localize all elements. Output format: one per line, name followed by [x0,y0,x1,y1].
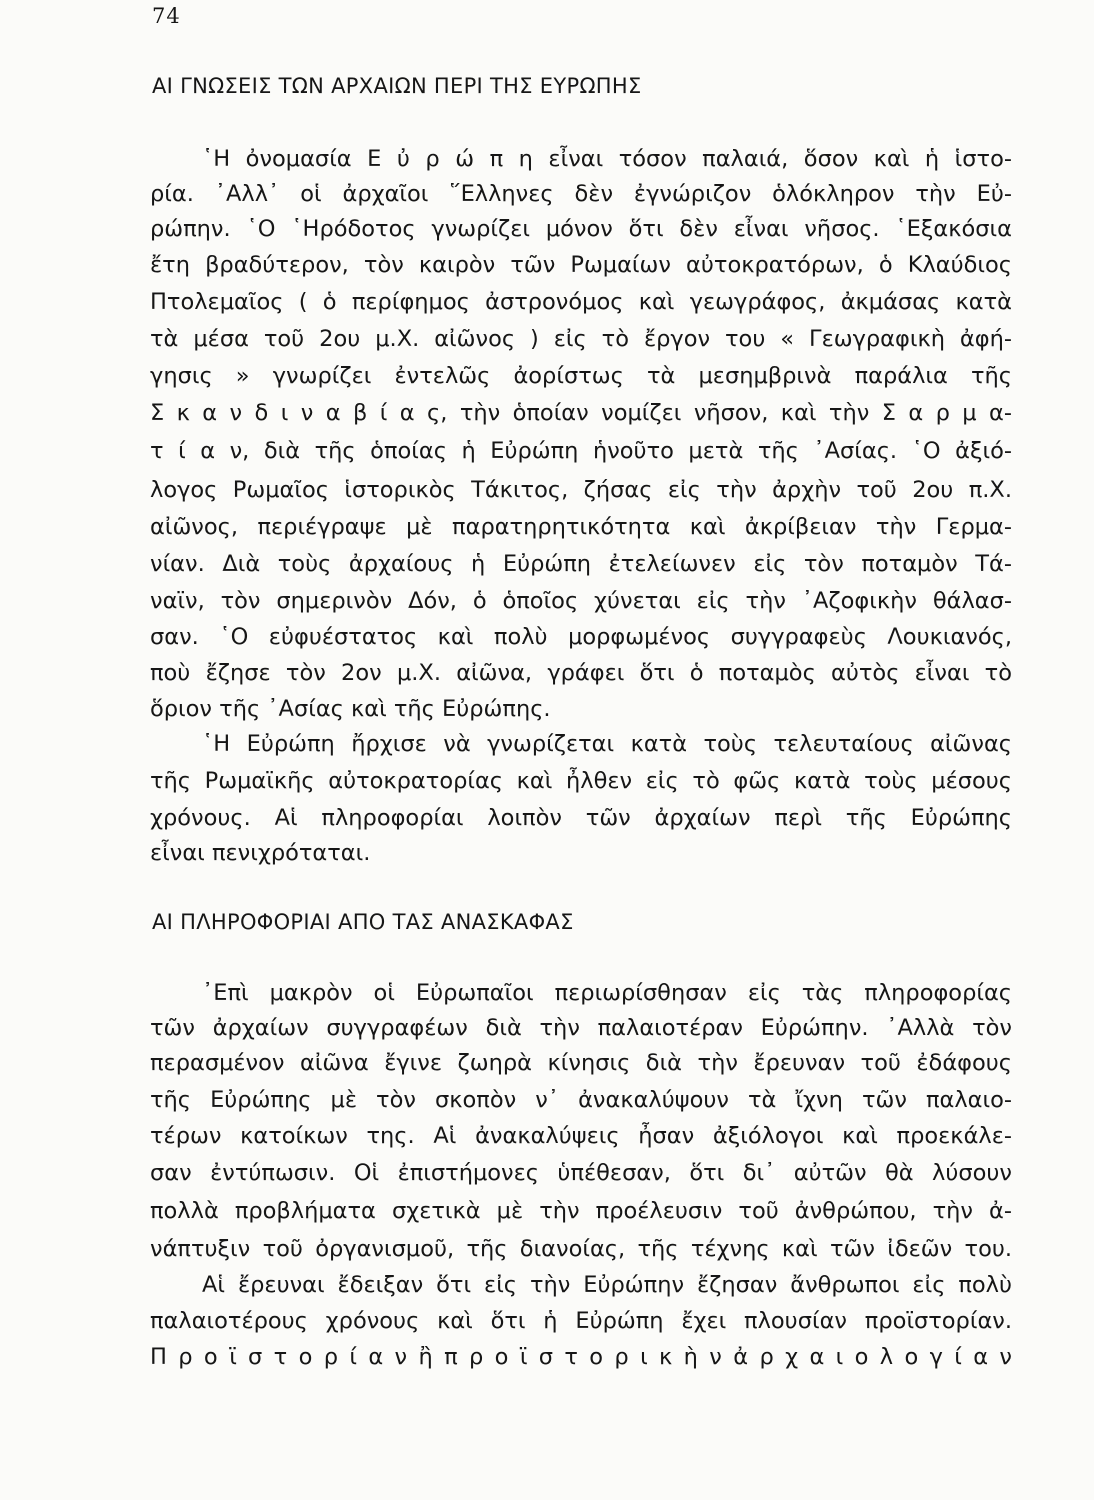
section-heading-excavations: ΑΙ ΠΛΗΡΟΦΟΡΙΑΙ ΑΠΟ ΤΑΣ ΑΝΑΣΚΑΦΑΣ [152,910,574,934]
paragraph-line: τ ί α ν, διὰ τῆς ὁποίας ἡ Εὐρώπη ἡνοῦτο μετὰ τῆς ᾿Ασίας. ῾Ο ἀξιό- [150,438,1012,464]
paragraph-line: ρώπην. ῾Ο ῾Ηρόδοτος γνωρίζει μόνον ὅτι δὲν εἶναι νῆσος. ῾Εξακόσια [150,216,1012,242]
paragraph-line: αἰῶνος, περιέγραψε μὲ παρατηρητικότητα καὶ ἀκρίβειαν τὴν Γερμα- [150,514,1012,540]
paragraph-line: Πτολεμαῖος ( ὁ περίφημος ἀστρονόμος καὶ γεωγράφος, ἀκμάσας κατὰ [150,289,1012,315]
paragraph-line: ᾿Επὶ μακρὸν οἱ Εὐρωπαῖοι περιωρίσθησαν εἰς τὰς πληροφορίας [202,980,1012,1006]
paragraph-line: ναϊν, τὸν σημερινὸν Δόν, ὁ ὁποῖος χύνεται εἰς τὴν ᾿Αζοφικὴν θάλασ- [150,588,1012,614]
page-number: 74 [152,4,181,28]
paragraph-line: νίαν. Διὰ τοὺς ἀρχαίους ἡ Εὐρώπη ἐτελείωνεν εἰς τὸν ποταμὸν Τά- [150,551,1012,577]
paragraph-line: λογος Ρωμαῖος ἱστορικὸς Τάκιτος, ζήσας εἰς τὴν ἀρχὴν τοῦ 2ου π.Χ. [150,477,1012,503]
paragraph-line: παλαιοτέρους χρόνους καὶ ὅτι ἡ Εὐρώπη ἔχει πλουσίαν προϊστορίαν. [150,1308,1012,1334]
paragraph-line: τὰ μέσα τοῦ 2ου μ.Χ. αἰῶνος ) εἰς τὸ ἔργον του « Γεωγραφικὴ ἀφή- [150,326,1012,352]
paragraph-line: νάπτυξιν τοῦ ὀργανισμοῦ, τῆς διανοίας, τῆς τέχνης καὶ τῶν ἰδεῶν του. [150,1236,1012,1262]
paragraph-line: ῾Η ὀνομασία Ε ὐ ρ ώ π η εἶναι τόσον παλαιά, ὅσον καὶ ἡ ἱστο- [202,146,1012,172]
paragraph-line: γησις » γνωρίζει ἐντελῶς ἀορίστως τὰ μεσημβρινὰ παράλια τῆς [150,363,1012,389]
paragraph-line: ἔτη βραδύτερον, τὸν καιρὸν τῶν Ρωμαίων αὐτοκρατόρων, ὁ Κλαύδιος [150,252,1012,278]
paragraph-line: τῶν ἀρχαίων συγγραφέων διὰ τὴν παλαιοτέραν Εὐρώπην. ᾿Αλλὰ τὸν [150,1015,1012,1041]
paragraph-line: εἶναι πενιχρόταται. [150,840,371,866]
paragraph-line: Σ κ α ν δ ι ν α β ί α ς, τὴν ὁποίαν νομίζει νῆσον, καὶ τὴν Σ α ρ μ α- [150,400,1012,426]
paragraph-line: ποὺ ἔζησε τὸν 2ον μ.Χ. αἰῶνα, γράφει ὅτι ὁ ποταμὸς αὐτὸς εἶναι τὸ [150,660,1012,686]
paragraph-line: σαν ἐντύπωσιν. Οἱ ἐπιστήμονες ὑπέθεσαν, ὅτι δι᾿ αὐτῶν θὰ λύσουν [150,1160,1012,1186]
paragraph-line: πολλὰ προβλήματα σχετικὰ μὲ τὴν προέλευσιν τοῦ ἀνθρώπου, τὴν ἀ- [150,1198,1012,1224]
paragraph-line: τέρων κατοίκων της. Αἱ ἀνακαλύψεις ἦσαν ἀξιόλογοι καὶ προεκάλε- [150,1123,1012,1149]
paragraph-line: σαν. ῾Ο εὐφυέστατος καὶ πολὺ μορφωμένος συγγραφεὺς Λουκιανός, [150,624,1012,650]
paragraph-line: χρόνους. Αἱ πληροφορίαι λοιπὸν τῶν ἀρχαίων περὶ τῆς Εὐρώπης [150,805,1012,831]
section-heading-knowledge: ΑΙ ΓΝΩΣΕΙΣ ΤΩΝ ΑΡΧΑΙΩΝ ΠΕΡΙ ΤΗΣ ΕΥΡΩΠΗΣ [152,74,642,98]
paragraph-line: Π ρ ο ϊ σ τ ο ρ ί α ν ἢ π ρ ο ϊ σ τ ο ρ ι κ ὴ ν ἀ ρ χ α ι ο λ ο γ ί α ν [150,1344,1012,1370]
paragraph-line: τῆς Εὐρώπης μὲ τὸν σκοπὸν ν᾿ ἀνακαλύψουν τὰ ἴχνη τῶν παλαιο- [150,1087,1012,1113]
paragraph-line: ὅριον τῆς ᾿Ασίας καὶ τῆς Εὐρώπης. [150,696,551,722]
paragraph-line: Αἱ ἔρευναι ἔδειξαν ὅτι εἰς τὴν Εὐρώπην ἔζησαν ἄνθρωποι εἰς πολὺ [202,1272,1012,1298]
paragraph-line: περασμένον αἰῶνα ἔγινε ζωηρὰ κίνησις διὰ τὴν ἔρευναν τοῦ ἐδάφους [150,1050,1012,1076]
paragraph-line: ρία. ᾿Αλλ᾿ οἱ ἀρχαῖοι ῞Ελληνες δὲν ἐγνώριζον ὁλόκληρον τὴν Εὐ- [150,181,1012,207]
paragraph-line: τῆς Ρωμαϊκῆς αὐτοκρατορίας καὶ ἦλθεν εἰς τὸ φῶς κατὰ τοὺς μέσους [150,768,1012,794]
paragraph-line: ῾Η Εὐρώπη ἤρχισε νὰ γνωρίζεται κατὰ τοὺς τελευταίους αἰῶνας [202,731,1012,757]
